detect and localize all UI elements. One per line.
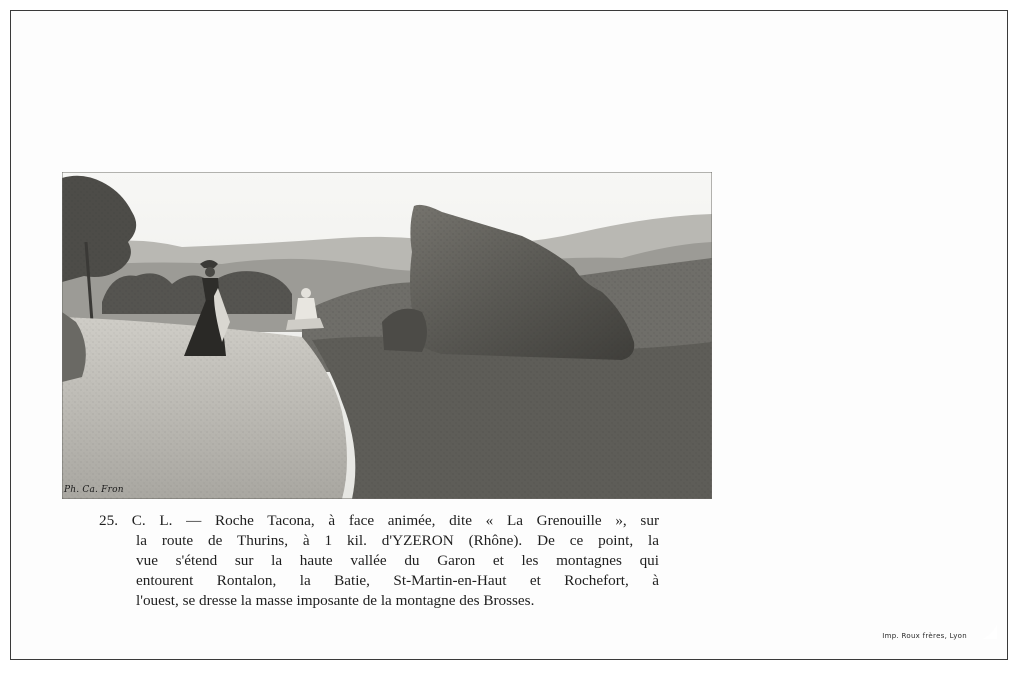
postcard-caption: [99, 511, 659, 611]
caption-line: 25. C. L. — Roche Tacona, à face animée, dite « La Grenouille », sur: [99, 512, 659, 529]
photo-scene: [62, 172, 712, 499]
caption-line: la route de Thurins, à 1 kil. d'YZERON (Rhône). De ce point, la: [136, 532, 659, 549]
caption-line: l'ouest, se dresse la masse imposante de la montagne des Brosses.: [136, 592, 535, 609]
photographer-mark: Ph. Ca. Fron: [64, 485, 124, 495]
corner-wear-icon: [983, 625, 997, 639]
caption-line: entourent Rontalon, la Batie, St-Martin-en-Haut et Rochefort, à: [136, 572, 659, 589]
postcard-photograph: [62, 172, 712, 499]
printer-credit: Imp. Roux frères, Lyon: [882, 632, 967, 640]
caption-line: vue s'étend sur la haute vallée du Garon et les montagnes qui: [136, 552, 659, 569]
postcard: [10, 10, 1008, 660]
